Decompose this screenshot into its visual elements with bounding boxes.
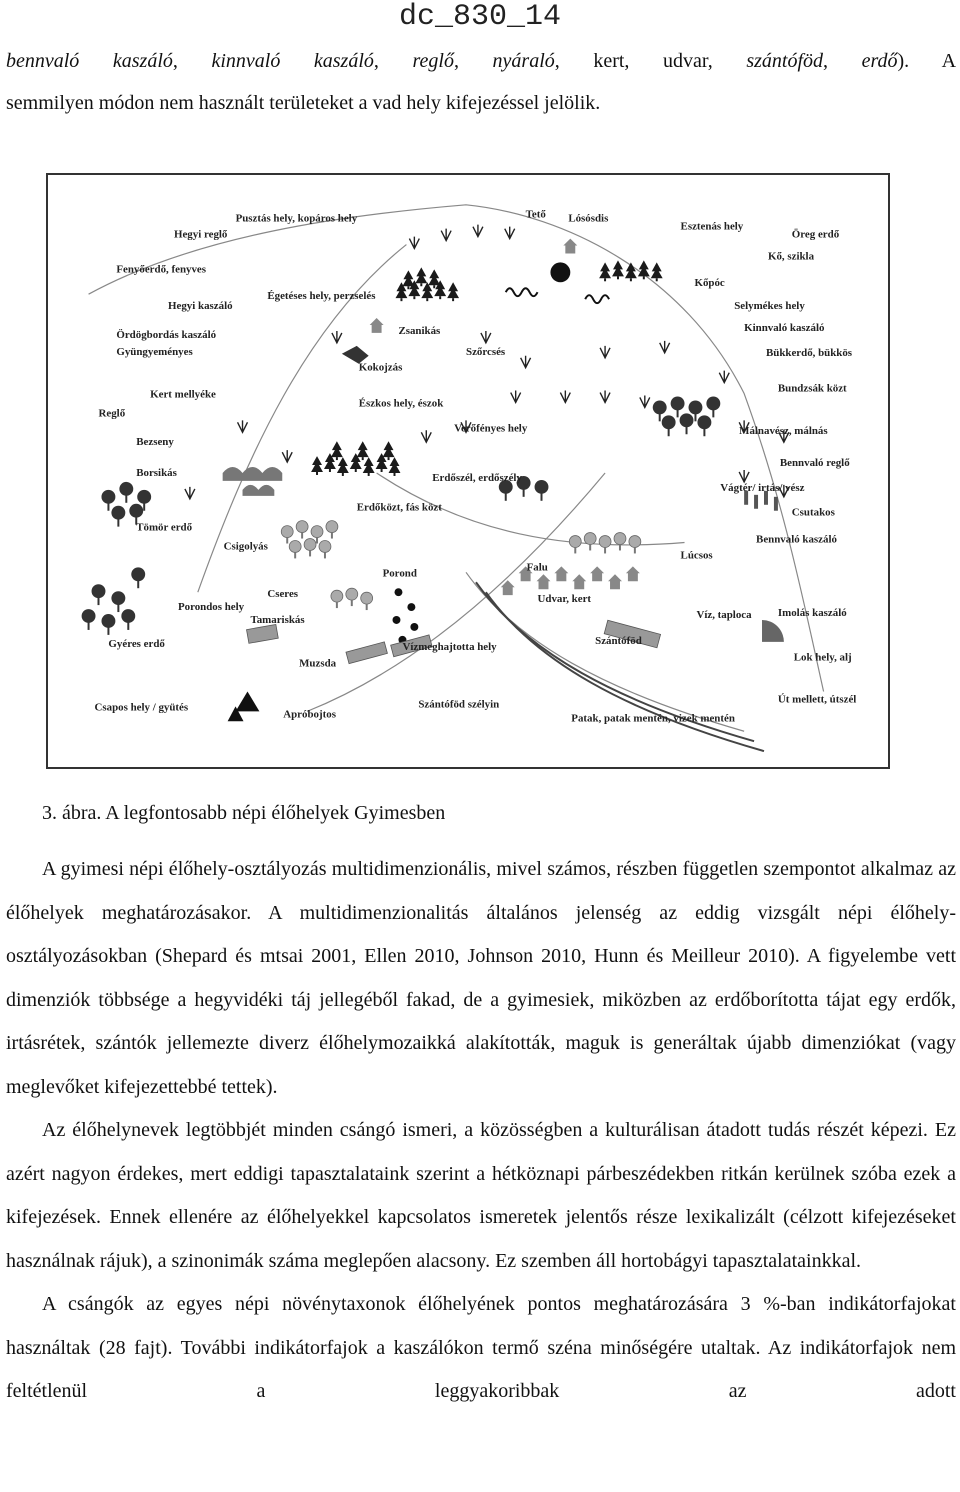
label-muzsda: Muzsda [299,657,337,670]
sun-icon [550,262,570,282]
label-ordogbordas-kaszalo: Ördögbordás kaszáló [116,328,217,341]
figure-caption: 3. ábra. A legfontosabb népi élőhelyek Gyimesben [42,802,446,824]
document-header: dc_830_14 [398,0,562,34]
label-zsanikas: Zsanikás [398,324,441,337]
label-teto: Tető [525,208,546,221]
label-cseres: Cseres [267,588,299,601]
paragraph-2: Az élőhelynevek legtöbbjét minden csángó ismeri, a közösségben a kulturálisan átadott tudás részét képezi. Ez azért nagyon érdekes, mert eddigi tapasztalataink szerint a hétköznapi párbeszédekben ritkán kerülnek szóba ezek a kifejezések. Ennek ellenére az élőhelyekkel kapcsolatos ismeretek jelentős része lexikalizált (célzott kifejezéseket használnak rájuk), a szinonimák száma meglepően alacsony. Ez szemben áll hortobágyi tapasztalatainkkal. [6,1119,956,1272]
label-bennvalo-kaszalo: Bennvaló kaszáló [756,533,837,546]
label-patak: Patak, patak mentén, vizek mentén [571,712,735,725]
label-kert-mellyeke: Kert mellyéke [150,388,216,401]
label-kinnvalo-kaszalo: Kinnvaló kaszáló [744,321,825,334]
label-fenyoerdo: Fenyőerdő, fenyves [116,263,207,276]
label-csutakos: Csutakos [791,506,835,519]
label-porondos-hely: Porondos hely [177,601,245,614]
label-szantofod-szelyin: Szántóföd szélyin [418,698,500,711]
label-aprobojtos: Apróbojtos [283,708,336,721]
intro-line-2: semmilyen módon nem használt területeket a vad hely kifejezéssel jelölik. [6,92,601,114]
label-hegyi-reglo: Hegyi reglő [173,228,228,241]
label-lok-hely: Lok hely, alj [793,651,852,664]
mountain-icon [236,692,260,712]
label-vizmeghajtotta-hely: Vízmeghajtotta hely [402,640,497,653]
label-viz-taploca: Víz, taploca [696,609,752,622]
label-csapos-hely: Csapos hely / gyütés [94,701,189,714]
label-csigolyas: Csigolyás [223,540,268,553]
label-verofenyes-hely: Verőfényes hely [454,422,528,435]
deciduous-tree-icons [82,397,721,635]
paragraph-1: A gyimesi népi élőhely-osztályozás multidimenzionális, mivel számos, részben független szempontot alkalmaz az élőhelyek meghatározásakor. A multidimenzionalitás általános jelenség az eddig vizsgált népi élőhely-osztályozásokban (Shepard és mtsai 2001, Ellen 2010, Johnson 2010, Hunn és Meilleur 2010). A figyelembe vett dimenziók többsége a hegyvidéki táj jellegéből fakad, de a gyimesiek, miközben az erdőborította tájat egy erdők, irtásrétek, szántók jellemezte diverz élőhelymozaikká alakították, maguk is generáltak újabb dimenziókat (vagy meglevőket kifejezettebbé tettek). [6,858,956,1098]
quarter-circle-icon [762,620,784,642]
label-erdoszel: Erdőszél, erdőszély [432,471,522,484]
label-bennvalo-reglo: Bennvaló reglő [779,457,850,470]
label-reglo: Reglő [98,407,126,420]
label-udvar-kert: Udvar, kert [537,593,592,606]
label-lucsos: Lúcsos [680,549,713,562]
label-hegyi-kaszalo: Hegyi kaszáló [168,300,233,313]
intro-text [6,40,956,124]
label-borsikas: Borsikás [136,466,177,479]
cloud-shapes [223,467,283,496]
dots-icon [393,588,419,644]
label-pusztas-hely: Pusztás hely, kopáros hely [235,212,358,225]
label-vagter: Vágtér/ irtás/ vész [720,481,805,494]
label-esztenas-hely: Esztenás hely [680,220,744,233]
intro-line-1: bennvaló kaszáló, kinnvaló kaszáló, reglő, nyáraló, kert, udvar, szántóföd, erdő). A [6,50,957,72]
label-tamariskas: Tamariskás [250,613,305,626]
wavy-lines [506,288,609,303]
paragraph-3: A csángók az egyes népi növénytaxonok élőhelyének pontos meghatározására 3 %-ban indikátorfajokat használtak (28 fajt). További indikátorfajok a kaszálókon termő széna minőségére utaltak. Az indikátorfajok nem feltétlenül a leggyakoribbak az adott [6,1293,956,1402]
label-tomor-erdo: Tömör erdő [136,521,193,534]
label-eszkos-hely: Észkos hely, észok [358,397,444,410]
label-oreg-erdo: Öreg erdő [791,228,840,241]
habitat-figure [46,173,890,769]
label-ut-mellett: Út mellett, útszél [777,693,857,706]
label-losodis: Lósósdis [568,212,609,225]
label-gyeres-erdo: Gyéres erdő [108,637,165,650]
habitat-illustration [48,175,888,767]
label-szorcses: Szőrcsés [466,345,506,358]
grass-icons [185,225,789,499]
label-falu: Falu [526,561,548,574]
label-kokojzas: Kokojzás [358,361,403,374]
label-gyungyemenyes: Gyüngyeményes [116,345,193,358]
label-selymekes-hely: Selymékes hely [734,300,805,313]
label-kopoc: Kőpóc [694,277,725,290]
label-bundzsak-kozt: Bundzsák közt [777,382,847,395]
label-bezseny: Bezseny [136,436,174,449]
label-egeteses-hely: Égetéses hely, perzselés [267,290,376,303]
label-malnavesz: Málnavész, málnás [739,425,828,438]
label-bukkerdo: Bükkerdő, bükkös [765,346,853,359]
label-szantofod: Szántóföd [595,634,642,647]
label-imolas-kaszalo: Imolás kaszáló [777,607,847,620]
label-porond: Porond [382,567,417,580]
label-ko-szikla: Kő, szikla [767,250,815,263]
body-text [6,848,956,1414]
label-erdokozt: Erdőközt, fás közt [356,501,442,514]
